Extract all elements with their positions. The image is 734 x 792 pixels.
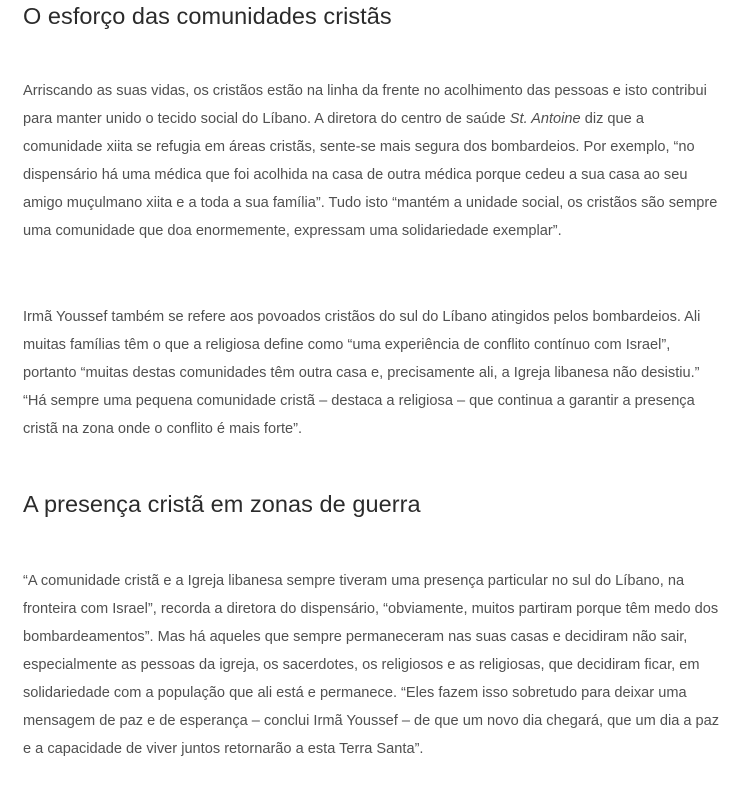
section-heading-christian-effort: O esforço das comunidades cristãs [23,3,392,29]
paragraph-1-text-a: Arriscando as suas vidas, os cristãos estão na linha da frente no acolhimento das pessoas e isto contribui para manter unido o tecido social do Líbano. A diretora do centro de saúde [23,83,707,127]
paragraph-1 [23,77,723,245]
paragraph-1-italic-name: St. Antoine [509,111,581,127]
paragraph-2: Irmã Youssef também se refere aos povoados cristãos do sul do Líbano atingidos pelos bombardeios. Ali muitas famílias têm o que a religiosa define como “uma experiência de conflito contínuo com Israel”, portanto “muitas destas comunidades têm outra casa e, precisamente ali, a Igreja libanesa não desistiu.” “Há sempre uma pequena comunidade cristã – destaca a religiosa – que continua a garantir a presença cristã na zona onde o conflito é mais forte”. [23,309,701,437]
paragraph-1-text-b: diz que a comunidade xiita se refugia em áreas cristãs, sente-se mais segura dos bombardeios. Por exemplo, “no dispensário há uma médica que foi acolhida na casa de outra médica porque cedeu a sua casa ao seu amigo muçulmano xiita e a toda a sua família”. Tudo isto “mantém a unidade social, os cristãos são sempre uma comunidade que doa enormemente, expressam uma solidariedade exemplar”. [23,111,718,239]
section-heading-christian-presence: A presença cristã em zonas de guerra [23,491,421,517]
paragraph-3: “A comunidade cristã e a Igreja libanesa sempre tiveram uma presença particular no sul do Líbano, na fronteira com Israel”, recorda a diretora do dispensário, “obviamente, muitos partiram porque têm medo dos bombardeamentos”. Mas há aqueles que sempre permaneceram nas suas casas e decidiram não sair, especialmente as pessoas da igreja, os sacerdotes, os religiosos e as religiosas, que decidiram ficar, em solidariedade com a população que ali está e permanece. “Eles fazem isso sobretudo para deixar uma mensagem de paz e de esperança – conclui Irmã Youssef – de que um novo dia chegará, que um dia a paz e a capacidade de viver juntos retornarão a esta Terra Santa”. [23,573,720,757]
